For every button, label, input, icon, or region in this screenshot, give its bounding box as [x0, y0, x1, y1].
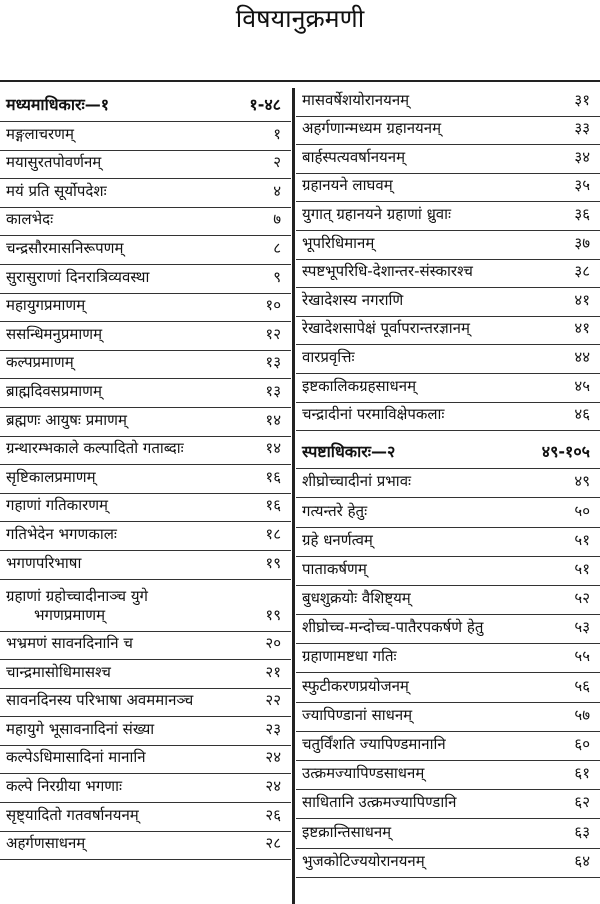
section-heading	[0, 88, 291, 122]
toc-entry	[296, 88, 600, 117]
entry-title: वारप्रवृत्तिः	[302, 347, 355, 366]
toc-entry	[296, 703, 600, 732]
entry-page-number: २	[273, 153, 281, 172]
entry-page-number: २१	[265, 662, 281, 681]
entry-title: साधितानि उत्क्रमज्यापिण्डानि	[302, 793, 457, 812]
entry-title: ब्राह्मदिवसप्रमाणम्	[6, 381, 103, 400]
entry-title: ग्रहे धनर्णत्वम्	[302, 530, 373, 549]
toc-entry	[0, 208, 291, 237]
entry-page-number: ७	[273, 210, 281, 229]
entry-title: इष्टकालिकग्रहसाधनम्	[302, 376, 417, 395]
entry-page-number: ३७	[574, 233, 590, 252]
toc-entry	[296, 790, 600, 819]
column-divider	[292, 88, 295, 904]
entry-title: सावनदिनस्य परिभाषा अवममानञ्च	[6, 691, 194, 710]
entry-page-number: १८	[265, 524, 281, 543]
entry-page-number: ६०	[574, 735, 590, 753]
toc-entry	[0, 322, 291, 351]
entry-page-number: ५६	[574, 676, 590, 695]
entry-title: भुजकोटिज्ययोरानयनम्	[302, 851, 425, 870]
toc-entry	[296, 345, 600, 374]
toc-entry	[0, 122, 291, 151]
entry-page-number: २३	[265, 719, 281, 738]
toc-entry	[0, 351, 291, 380]
entry-title: रेखादेशसापेक्षं पूर्वापरान्तरज्ञानम्	[302, 319, 470, 338]
entry-page-number: ४६	[574, 405, 590, 424]
entry-title: गतिभेदेन भगणकालः	[6, 524, 117, 543]
toc-entry	[296, 403, 600, 432]
entry-title: भूपरिधिमानम्	[302, 233, 375, 252]
toc-entry	[0, 522, 291, 551]
toc-entry	[0, 437, 291, 466]
entry-page-number: १२	[265, 324, 281, 343]
entry-title: ज्यापिण्डानां साधनम्	[302, 705, 413, 724]
section-title: स्पष्टाधिकारः—२	[302, 442, 396, 462]
toc-entry	[296, 528, 600, 557]
toc-entry	[0, 717, 291, 746]
toc-entry	[296, 317, 600, 346]
toc-entry	[0, 660, 291, 689]
entry-title: मासवर्षेशयोरानयनम्	[302, 90, 410, 109]
entry-page-number: ३६	[574, 204, 590, 223]
entry-page-number: ५१	[574, 559, 590, 578]
toc-entry	[296, 288, 600, 317]
entry-title: कल्पे निरग्रीया भगणाः	[6, 777, 123, 796]
entry-page-number: ४५	[574, 376, 590, 395]
entry-page-number: १०	[265, 296, 281, 315]
entry-page-number: १६	[265, 467, 281, 486]
toc-entry	[0, 151, 291, 180]
toc-entry	[0, 551, 291, 580]
entry-page-number: १३	[265, 381, 281, 400]
entry-page-number: ६३	[574, 822, 590, 841]
entry-title: युगात् ग्रहानयने ग्रहाणां ध्रुवाः	[302, 204, 452, 223]
toc-entry	[0, 689, 291, 718]
section-heading	[296, 431, 600, 469]
entry-page-number: ५३	[574, 618, 590, 637]
entry-title: चान्द्रमासोधिमासश्च	[6, 662, 111, 681]
entry-page-number: ३५	[574, 176, 590, 195]
entry-title: मङ्गलाचरणम्	[6, 124, 74, 143]
toc-entry	[0, 632, 291, 661]
entry-title: महायुगे भूसावनादिनां संख्या	[6, 719, 155, 738]
entry-page-number: ६२	[574, 793, 590, 812]
entry-page-number: १६	[265, 496, 281, 515]
entry-page-number: २६	[265, 805, 281, 824]
entry-page-number: २४	[265, 748, 281, 767]
toc-entry	[0, 774, 291, 803]
entry-page-number: १४	[265, 439, 281, 458]
entry-title: रेखादेशस्य नगराणि	[302, 290, 404, 309]
entry-title: मयं प्रति सूर्योपदेशः	[6, 181, 107, 200]
entry-title: कालभेदः	[6, 210, 54, 229]
entry-title: अहर्गणान्मध्यम ग्रहानयनम्	[302, 119, 442, 138]
toc-entry	[0, 265, 291, 294]
entry-title: गहाणां गतिकारणम्	[6, 496, 109, 515]
entry-page-number: ६४	[574, 851, 590, 870]
entry-page-number: २८	[265, 834, 281, 853]
toc-entry	[296, 498, 600, 527]
entry-page-number: ५१	[574, 530, 590, 549]
entry-page-number: ९	[273, 267, 281, 286]
toc-entry	[0, 832, 291, 861]
entry-title: सुरासुराणां दिनरात्रिव्यवस्था	[6, 267, 150, 286]
toc-entry	[0, 294, 291, 323]
entry-page-number: ३८	[574, 262, 590, 281]
section-page-range: १-४८	[249, 95, 281, 114]
toc-entry	[296, 469, 600, 498]
entry-title: ग्रन्थारम्भकाले कल्पादितो गताब्दाः	[6, 439, 184, 458]
toc-entry	[0, 179, 291, 208]
entry-page-number: ४४	[574, 347, 590, 366]
toc-entry	[296, 732, 600, 761]
entry-page-number: १९	[265, 553, 281, 572]
entry-page-number: २०	[265, 634, 281, 653]
entry-title: पाताकर्षणम्	[302, 559, 367, 578]
entry-page-number: ५७	[574, 705, 590, 724]
entry-title: सृष्ट्यादितो गतवर्षानयनम्	[6, 805, 139, 824]
entry-title: चन्द्रसौरमासनिरूपणम्	[6, 238, 124, 257]
entry-page-number: ५५	[574, 647, 590, 666]
toc-entry	[0, 494, 291, 523]
toc-entry	[0, 379, 291, 408]
entry-title: कल्पेऽधिमासादिनां मानानि	[6, 748, 146, 767]
toc-entry	[0, 746, 291, 775]
entry-title: भगणपरिभाषा	[6, 553, 82, 572]
entry-page-number: ४	[273, 181, 281, 200]
entry-title: कल्पप्रमाणम्	[6, 353, 74, 372]
toc-entry	[296, 586, 600, 615]
entry-page-number: ८	[273, 238, 281, 257]
right-column	[296, 88, 600, 878]
toc-entry	[296, 260, 600, 289]
entry-title: ससन्धिमनुप्रमाणम्	[6, 324, 103, 343]
entry-title: बार्हस्पत्यवर्षानयनम्	[302, 147, 406, 166]
entry-title: ग्रहाणामष्टधा गतिः	[302, 647, 397, 666]
entry-page-number: ६१	[574, 764, 590, 783]
entry-title: मयासुरतपोवर्णनम्	[6, 153, 102, 172]
toc-entry	[296, 202, 600, 231]
entry-title: शीघ्रोच्च-मन्दोच्च-पातैरपकर्षणे हेतु	[302, 618, 484, 637]
toc-entry	[0, 803, 291, 832]
toc-entry	[296, 849, 600, 878]
entry-page-number: ५०	[574, 501, 590, 520]
toc-entry	[0, 408, 291, 437]
toc-entry	[0, 465, 291, 494]
entry-page-number: ५२	[574, 589, 590, 608]
toc-entry	[296, 819, 600, 848]
section-title: मध्यमाधिकारः—१	[6, 95, 110, 114]
entry-page-number: १	[273, 124, 281, 143]
entry-title: बुधशुक्रयोः वैशिष्ट्यम्	[302, 589, 411, 608]
toc-entry	[296, 557, 600, 586]
entry-page-number: १३	[265, 353, 281, 372]
entry-page-number: ४१	[574, 290, 590, 309]
entry-title: ब्रह्मणः आयुषः प्रमाणम्	[6, 410, 127, 429]
entry-page-number: २२	[265, 691, 281, 710]
entry-title: ग्रहानयने लाघवम्	[302, 176, 393, 195]
entry-title: गत्यन्तरे हेतुः	[302, 501, 368, 520]
left-column	[0, 88, 291, 860]
toc-entry	[296, 117, 600, 146]
toc-entry	[0, 236, 291, 265]
entry-title-continued: भगणप्रमाणम्	[34, 605, 106, 624]
entry-title: चतुर्विंशति ज्यापिण्डमानानि	[302, 735, 446, 753]
entry-title: ग्रहाणां ग्रहोच्चादीनाञ्च युगे	[6, 586, 148, 605]
toc-entry	[296, 374, 600, 403]
entry-page-number: ३४	[574, 147, 590, 166]
entry-title: महायुगप्रमाणम्	[6, 296, 86, 315]
entry-title: भभ्रमणं सावनदिनानि च	[6, 634, 133, 653]
section-page-range: ४९-१०५	[541, 442, 590, 462]
toc-entry	[296, 145, 600, 174]
toc-entry	[296, 673, 600, 702]
toc-entry	[296, 644, 600, 673]
entry-page-number: ३३	[574, 119, 590, 138]
toc-entry	[296, 615, 600, 644]
page-title: विषयानुक्रमणी	[235, 4, 365, 33]
top-divider	[0, 80, 600, 82]
entry-page-number: ४१	[574, 319, 590, 338]
entry-page-number: २४	[265, 777, 281, 796]
entry-title: इष्टक्रान्तिसाधनम्	[302, 822, 392, 841]
entry-title: सृष्टिकालप्रमाणम्	[6, 467, 96, 486]
entry-title: स्फुटीकरणप्रयोजनम्	[302, 676, 409, 695]
entry-page-number: १९	[265, 605, 281, 624]
toc-entry	[0, 580, 291, 632]
entry-title: अहर्गणसाधनम्	[6, 834, 86, 853]
entry-title: उत्क्रमज्यापिण्डसाधनम्	[302, 764, 425, 783]
entry-page-number: ३१	[574, 90, 590, 109]
entry-page-number: १४	[265, 410, 281, 429]
toc-entry	[296, 174, 600, 203]
toc-entry	[296, 761, 600, 790]
entry-page-number: ४९	[574, 472, 590, 491]
entry-title: स्पष्टभूपरिधि-देशान्तर-संस्कारश्च	[302, 262, 473, 281]
toc-entry	[296, 231, 600, 260]
entry-title: चन्द्रादीनां परमाविक्षेपकलाः	[302, 405, 445, 424]
entry-title: शीघ्रोच्चादीनां प्रभावः	[302, 472, 412, 491]
